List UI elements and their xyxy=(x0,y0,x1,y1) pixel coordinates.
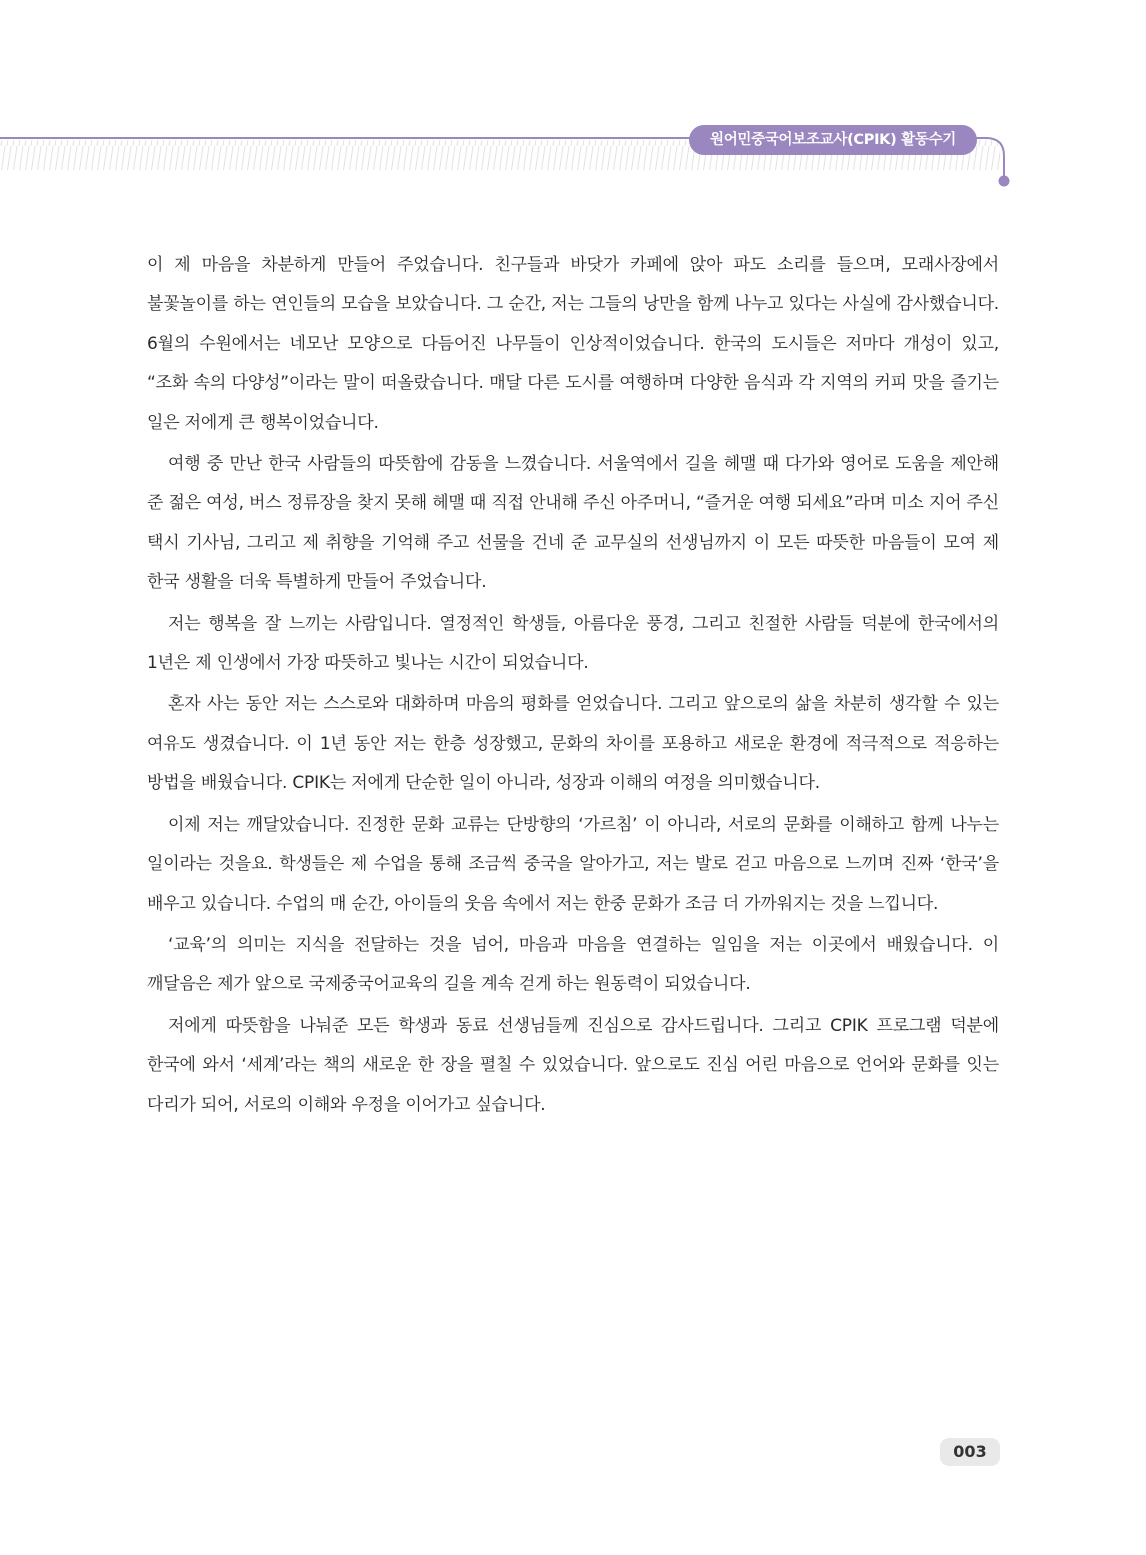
paragraph-5: 이제 저는 깨달았습니다. 진정한 문화 교류는 단방향의 ‘가르침’ 이 아니라, 서로의 문화를 이해하고 함께 나누는 일이라는 것을요. 학생들은 제 수업을 통해 조금씩 중국을 알아가고, 저는 발로 걷고 마음으로 느끼며 진짜 ‘한국’을 배우고 있습니다. 수업의 매 순간, 아이들의 웃음 속에서 저는 한중 문화가 조금 더 가까워지는 것을 느낍니다. xyxy=(147,814,999,914)
body-text xyxy=(147,246,999,1127)
paragraph-3: 저는 행복을 잘 느끼는 사람입니다. 열정적인 학생들, 아름다운 풍경, 그리고 친절한 사람들 덕분에 한국에서의 1년은 제 인생에서 가장 따뜻하고 빛나는 시간이 되었습니다. xyxy=(147,613,999,674)
paragraph-2: 여행 중 만난 한국 사람들의 따뜻함에 감동을 느꼈습니다. 서울역에서 길을 헤맬 때 다가와 영어로 도움을 제안해 준 젊은 여성, 버스 정류장을 찾지 못해 헤맬 때 직접 안내해 주신 아주머니, “즐거운 여행 되세요”라며 미소 지어 주신 택시 기사님, 그리고 제 취향을 기억해 주고 선물을 건네 준 교무실의 선생님까지 이 모든 따뜻한 마음들이 모여 제 한국 생활을 더욱 특별하게 만들어 주었습니다. xyxy=(147,454,999,593)
paragraph-6: ‘교육’의 의미는 지식을 전달하는 것을 넘어, 마음과 마음을 연결하는 일임을 저는 이곳에서 배웠습니다. 이 깨달음은 제가 앞으로 국제중국어교육의 길을 계속 걷게 하는 원동력이 되었습니다. xyxy=(147,934,999,995)
paragraph-1: 이 제 마음을 차분하게 만들어 주었습니다. 친구들과 바닷가 카페에 앉아 파도 소리를 들으며, 모래사장에서 불꽃놀이를 하는 연인들의 모습을 보았습니다. 그 순간, 저는 그들의 낭만을 함께 나누고 있다는 사실에 감사했습니다. 6월의 수원에서는 네모난 모양으로 다듬어진 나무들이 인상적이었습니다. 한국의 도시들은 저마다 개성이 있고, “조화 속의 다양성”이라는 말이 떠올랐습니다. 매달 다른 도시를 여행하며 다양한 음식과 각 지역의 커피 맛을 즐기는 일은 저에게 큰 행복이었습니다. xyxy=(147,255,999,433)
header-decoration xyxy=(0,118,1146,198)
paragraph-4: 혼자 사는 동안 저는 스스로와 대화하며 마음의 평화를 얻었습니다. 그리고 앞으로의 삶을 차분히 생각할 수 있는 여유도 생겼습니다. 이 1년 동안 저는 한층 성장했고, 문화의 차이를 포용하고 새로운 환경에 적극적으로 적응하는 방법을 배웠습니다. CPIK는 저에게 단순한 일이 아니라, 성장과 이해의 여정을 의미했습니다. xyxy=(147,694,999,794)
header-dot xyxy=(999,176,1010,187)
page-number: 003 xyxy=(940,1438,1000,1466)
paragraph-7: 저에게 따뜻함을 나눠준 모든 학생과 동료 선생님들께 진심으로 감사드립니다. 그리고 CPIK 프로그램 덕분에 한국에 와서 ‘세계’라는 책의 새로운 한 장을 펼칠 수 있었습니다. 앞으로도 진심 어린 마음으로 언어와 문화를 잇는 다리가 되어, 서로의 이해와 우정을 이어가고 싶습니다. xyxy=(147,1015,999,1115)
running-header-title: 원어민중국어보조교사(CPIK) 활동수기 xyxy=(710,132,956,148)
